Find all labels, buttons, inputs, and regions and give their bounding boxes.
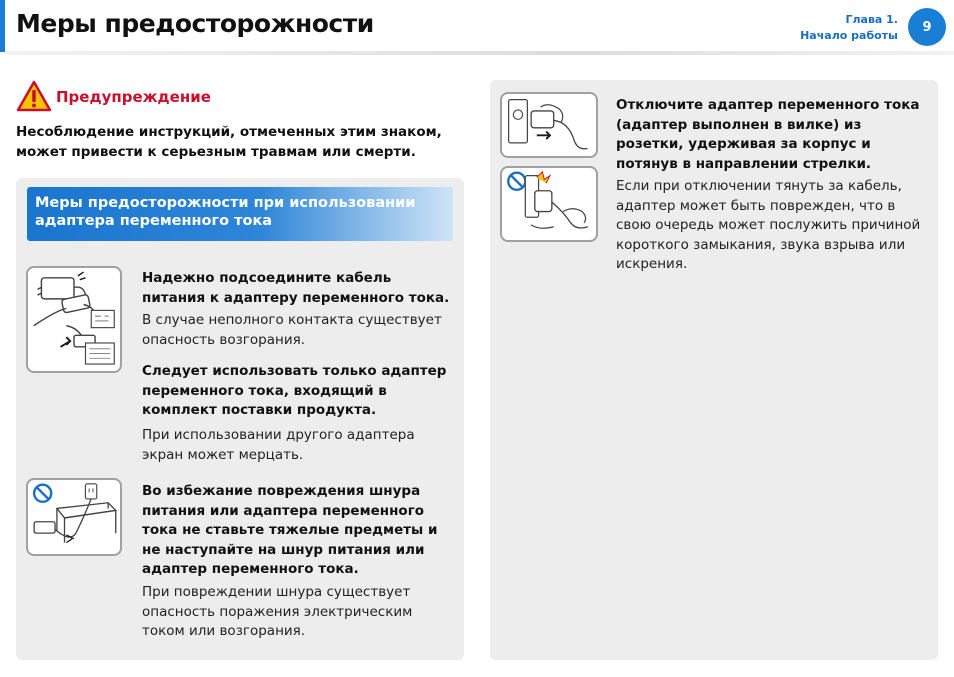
chapter-number: Глава 1. — [845, 13, 898, 26]
item-1-body: В случае неполного контакта существует опасность возгорания. — [142, 312, 442, 348]
item-2-body: При использовании другого адаптера экран может мерцать. — [142, 427, 415, 463]
unplug-correct-icon — [502, 94, 596, 156]
adapter-precautions-panel — [16, 178, 464, 660]
item-1-heading: Надежно подсоедините кабель питания к адаптеру переменного тока. — [142, 270, 450, 306]
table-on-cord-icon — [28, 480, 120, 554]
warning-triangle-icon — [16, 80, 52, 112]
unplug-body: Если при отключении тянуть за кабель, адаптер может быть поврежден, что в свою очередь может послужить причиной короткого замыкания, звука взрыва или искрения. — [616, 178, 921, 272]
section-title: Меры предосторожности при использовании адаптера переменного тока — [27, 187, 453, 241]
chapter-name: Начало работы — [800, 29, 898, 42]
page-number-badge: 9 — [908, 8, 946, 46]
warning-text: Несоблюдение инструкций, отмеченных этим знаком, может привести к серьезным травмам или смерти. — [16, 124, 442, 160]
adapter-connection-illustration — [26, 266, 122, 373]
item-3-heading: Во избежание повреждения шнура питания или адаптера переменного тока не ставьте тяжелые предметы и не наступайте на шнур питания или адаптер переменного тока. — [142, 483, 438, 577]
unplug-adapter-panel — [490, 80, 938, 660]
unplug-incorrect-icon — [502, 168, 596, 240]
header-accent-bar — [0, 0, 5, 52]
correct-unplug-illustration — [500, 92, 598, 158]
item-3-body: При повреждении шнура существует опасность поражения электрическим током или возгорания. — [142, 584, 413, 639]
warning-title: Предупреждение — [56, 88, 211, 106]
chapter-label[interactable] — [800, 12, 898, 44]
incorrect-unplug-illustration — [500, 166, 598, 242]
cord-under-table-illustration — [26, 478, 122, 556]
unplug-heading: Отключите адаптер переменного тока (адаптер выполнен в вилке) из розетки, удерживая за корпус и потянув в направлении стрелки. — [616, 97, 920, 172]
item-2-heading: Следует использовать только адаптер переменного тока, входящий в комплект поставки продукта. — [142, 363, 447, 418]
adapter-cable-icon — [28, 268, 120, 371]
page-title: Меры предосторожности — [16, 9, 374, 38]
header-divider — [5, 51, 954, 55]
